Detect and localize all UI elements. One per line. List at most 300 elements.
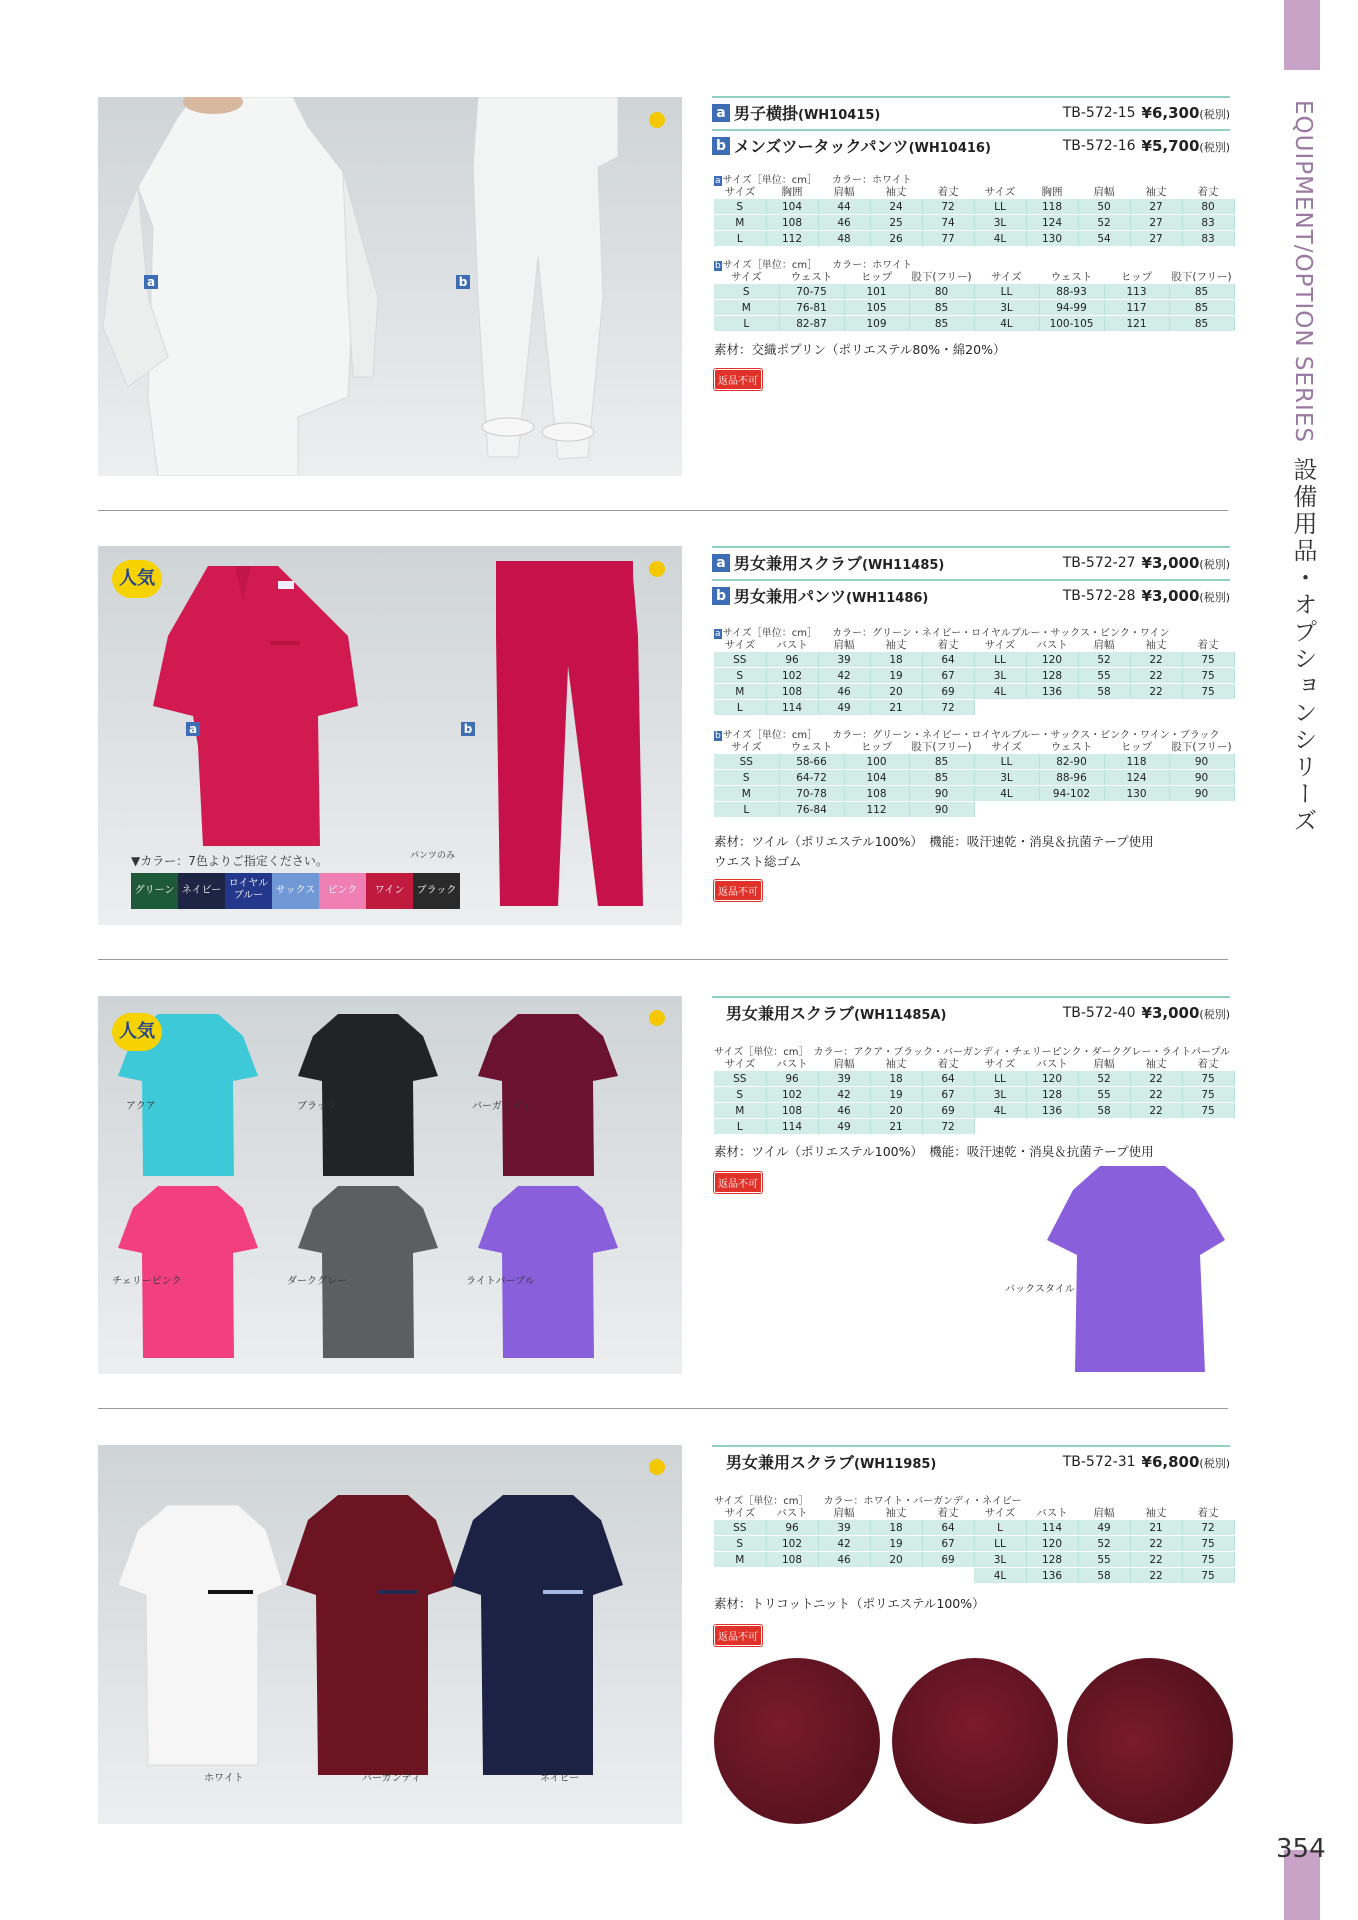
new-item-dot <box>649 561 665 577</box>
table-cell: 46 <box>818 1552 870 1568</box>
table-cell: 75 <box>1182 1552 1234 1568</box>
table-cell <box>974 802 1039 818</box>
table-cell: SS <box>714 1071 766 1087</box>
table-cell: 58 <box>1078 684 1130 700</box>
product-code: (WH11485A) <box>854 1008 947 1023</box>
tb-number: TB-572-15 <box>1062 104 1136 121</box>
table-cell <box>1039 802 1104 818</box>
column-header: バスト <box>1036 639 1068 651</box>
table-cell: 70-75 <box>779 284 844 300</box>
product-title <box>712 996 1230 1027</box>
detail-photo-pocket <box>714 1658 880 1824</box>
white-coat-illustration <box>98 97 682 476</box>
column-header: 着丈 <box>937 639 959 651</box>
price: ¥6,300 <box>1141 103 1200 122</box>
table-cell: 120 <box>1026 1071 1078 1087</box>
table-cell: 109 <box>844 316 909 332</box>
table-cell: 130 <box>1026 231 1078 247</box>
column-header: 股下(フリー) <box>911 741 972 753</box>
table-cell: 19 <box>870 1536 922 1552</box>
table-row <box>714 316 1234 332</box>
table-cell: 69 <box>922 684 974 700</box>
table-cell: 114 <box>1026 1520 1078 1536</box>
table-cell: 105 <box>844 300 909 316</box>
table-cell: 75 <box>1182 1568 1234 1584</box>
price: ¥5,700 <box>1141 136 1200 155</box>
series-title-japanese: 設備用品・オプションシリーズ <box>1289 456 1317 835</box>
series-title-english: EQUIPMENT/OPTION SERIES <box>1290 100 1316 443</box>
size-info-b: b サイズ［単位：cm］ カラー：グリーン・ネイビー・ロイヤルブルー・サックス・ピンク・ワイン・ブラック <box>715 730 1220 741</box>
table-cell: 18 <box>870 1071 922 1087</box>
table-row <box>714 215 1234 231</box>
size-table-b <box>714 739 1235 818</box>
table-row <box>714 652 1234 668</box>
material-text-2: ウエスト総ゴム <box>714 854 802 869</box>
material-text: 素材：ツイル（ポリエステル100%） 機能：吸汗速乾・消臭＆抗菌テープ使用 <box>714 834 1154 849</box>
table-cell: 22 <box>1130 652 1182 668</box>
popular-badge: 人気 <box>112 560 162 598</box>
tb-number: TB-572-31 <box>1062 1453 1136 1470</box>
table-cell: 100-105 <box>1039 316 1104 332</box>
table-cell <box>766 1568 818 1584</box>
table-cell: 21 <box>870 700 922 716</box>
table-row <box>714 300 1234 316</box>
tax-note: (税別) <box>1199 140 1230 154</box>
product-photo-wh11485a <box>98 996 682 1374</box>
column-header: 肩幅 <box>1093 1058 1115 1070</box>
table-cell: 19 <box>870 668 922 684</box>
table-cell: 88-96 <box>1039 770 1104 786</box>
column-header: バスト <box>776 639 808 651</box>
table-header-row <box>714 739 1234 754</box>
table-cell: 27 <box>1130 231 1182 247</box>
table-cell: 46 <box>818 684 870 700</box>
table-cell: 90 <box>909 786 974 802</box>
table-cell: 70-78 <box>779 786 844 802</box>
size-info-b: b サイズ［単位：cm］ カラー：ホワイト <box>715 260 912 271</box>
tb-number: TB-572-28 <box>1062 587 1136 604</box>
column-header: 袖丈 <box>1145 186 1167 198</box>
price: ¥6,800 <box>1141 1452 1200 1471</box>
table-cell: 44 <box>818 199 870 215</box>
table-cell: 90 <box>1169 786 1234 802</box>
table-row <box>714 1103 1234 1119</box>
table-cell: 21 <box>1130 1520 1182 1536</box>
table-cell: 58-66 <box>779 754 844 770</box>
column-header: 股下(フリー) <box>911 271 972 283</box>
table-cell: 27 <box>1130 215 1182 231</box>
table-cell: 64 <box>922 652 974 668</box>
table-cell: 75 <box>1182 684 1234 700</box>
table-cell: L <box>714 1119 766 1135</box>
pants-only-note: パンツのみ <box>410 851 456 861</box>
table-cell: S <box>714 1087 766 1103</box>
table-cell: 113 <box>1104 284 1169 300</box>
table-cell: 52 <box>1078 1536 1130 1552</box>
size-info: サイズ［単位：cm］ カラー：ホワイト・バーガンディ・ネイビー <box>714 1496 1022 1507</box>
table-cell: 64 <box>922 1520 974 1536</box>
table-cell: 102 <box>766 1536 818 1552</box>
column-header: ウェスト <box>790 271 833 283</box>
product-name: メンズツータックパンツ <box>734 137 909 156</box>
table-cell: 4L <box>974 231 1026 247</box>
table-cell: 20 <box>870 684 922 700</box>
table-cell: 96 <box>766 1071 818 1087</box>
table-cell: 55 <box>1078 668 1130 684</box>
table-cell: 128 <box>1026 668 1078 684</box>
table-cell: L <box>714 700 766 716</box>
table-cell: 104 <box>844 770 909 786</box>
table-cell: 4L <box>974 1568 1026 1584</box>
table-cell <box>1182 700 1234 716</box>
product-name: 男女兼用スクラブ <box>726 1453 855 1472</box>
tag-b-icon: b <box>712 587 730 605</box>
table-cell: 85 <box>1169 300 1234 316</box>
table-row <box>714 1087 1234 1103</box>
table-cell: 3L <box>974 668 1026 684</box>
material-text: 素材：トリコットニット（ポリエステル100%） <box>714 1596 985 1611</box>
column-header: 袖丈 <box>885 1058 907 1070</box>
product-name: 男女兼用スクラブ <box>726 1004 855 1023</box>
detail-photo-snap <box>892 1658 1058 1824</box>
table-cell: 3L <box>974 1552 1026 1568</box>
table-cell: 4L <box>974 786 1039 802</box>
table-cell: L <box>714 316 779 332</box>
table-cell: 96 <box>766 652 818 668</box>
table-row <box>714 700 1234 716</box>
table-cell: 72 <box>922 199 974 215</box>
column-header: 着丈 <box>1197 186 1219 198</box>
table-cell: 100 <box>844 754 909 770</box>
column-header: 着丈 <box>937 186 959 198</box>
table-row <box>714 1520 1234 1536</box>
tax-note: (税別) <box>1199 1007 1230 1021</box>
size-table <box>714 1056 1235 1135</box>
column-header: サイズ <box>724 1058 756 1070</box>
table-cell: L <box>974 1520 1026 1536</box>
color-caption-burgundy: バーガンディ <box>362 1773 421 1784</box>
table-cell: 114 <box>766 1119 818 1135</box>
product-code: (WH11985) <box>854 1457 937 1472</box>
tax-note: (税別) <box>1199 590 1230 604</box>
table-cell: 108 <box>766 1103 818 1119</box>
table-cell <box>974 700 1026 716</box>
product-title-a <box>712 546 1230 577</box>
product-code: (WH10416) <box>908 141 991 156</box>
product-tag-b: b <box>461 722 475 736</box>
table-cell: 74 <box>922 215 974 231</box>
table-cell: 48 <box>818 231 870 247</box>
table-cell: 90 <box>1169 770 1234 786</box>
product-title-b <box>712 579 1230 610</box>
column-header: バスト <box>776 1507 808 1519</box>
table-cell: 21 <box>870 1119 922 1135</box>
table-cell: 58 <box>1078 1568 1130 1584</box>
table-header-row <box>714 1505 1234 1520</box>
table-cell: 130 <box>1104 786 1169 802</box>
table-cell: LL <box>974 284 1039 300</box>
table-cell: 124 <box>1026 215 1078 231</box>
table-cell: 136 <box>1026 684 1078 700</box>
table-cell: 94-99 <box>1039 300 1104 316</box>
table-cell: M <box>714 1552 766 1568</box>
size-info-a: a サイズ［単位：cm］ カラー：グリーン・ネイビー・ロイヤルブルー・サックス・ピンク・ワイン <box>715 628 1170 639</box>
table-cell: 108 <box>766 1552 818 1568</box>
three-color-scrubs-illustration <box>98 1445 682 1824</box>
column-header: サイズ <box>984 639 1016 651</box>
table-cell: 19 <box>870 1087 922 1103</box>
table-cell <box>714 1568 766 1584</box>
product-code: (WH11486) <box>846 591 929 606</box>
table-cell: SS <box>714 652 766 668</box>
table-cell: 22 <box>1130 1568 1182 1584</box>
table-cell: 85 <box>909 300 974 316</box>
column-header: 袖丈 <box>885 186 907 198</box>
table-cell: 22 <box>1130 1103 1182 1119</box>
table-row <box>714 754 1234 770</box>
table-cell: 76-81 <box>779 300 844 316</box>
table-cell: LL <box>974 754 1039 770</box>
table-cell: 22 <box>1130 1536 1182 1552</box>
tb-number: TB-572-16 <box>1062 137 1136 154</box>
size-table <box>714 1505 1235 1584</box>
table-row <box>714 199 1234 215</box>
table-cell: 112 <box>844 802 909 818</box>
table-cell: 108 <box>766 684 818 700</box>
product-tag-a: a <box>186 722 200 736</box>
color-caption-light-purple: ライトパープル <box>466 1276 535 1287</box>
column-header: ウェスト <box>790 741 833 753</box>
six-color-scrubs-illustration <box>98 996 682 1374</box>
product-name: 男女兼用スクラブ <box>734 554 863 573</box>
table-cell: 102 <box>766 1087 818 1103</box>
table-cell: M <box>714 300 779 316</box>
table-cell: 75 <box>1182 668 1234 684</box>
color-note: ▼カラー：7色よりご指定ください。 <box>131 854 328 868</box>
no-return-badge: 返品不可 <box>714 880 762 901</box>
column-header: サイズ <box>984 1507 1016 1519</box>
table-cell: LL <box>974 1071 1026 1087</box>
size-table-a <box>714 184 1235 247</box>
price: ¥3,000 <box>1141 553 1200 572</box>
product-name: 男子横掛 <box>734 104 799 123</box>
table-cell: 18 <box>870 652 922 668</box>
table-row <box>714 1568 1234 1584</box>
color-swatch: ネイビー <box>178 873 225 909</box>
column-header: 袖丈 <box>1145 639 1167 651</box>
table-header-row <box>714 269 1234 284</box>
column-header: バスト <box>1036 1507 1068 1519</box>
product-title-b <box>712 129 1230 160</box>
column-header: 着丈 <box>1197 639 1219 651</box>
table-cell: 117 <box>1104 300 1169 316</box>
column-header: 股下(フリー) <box>1171 741 1232 753</box>
table-cell <box>1130 1119 1182 1135</box>
color-caption-navy: ネイビー <box>540 1773 580 1784</box>
table-cell <box>1130 700 1182 716</box>
price: ¥3,000 <box>1141 1003 1200 1022</box>
price: ¥3,000 <box>1141 586 1200 605</box>
column-header: サイズ <box>984 186 1016 198</box>
table-cell: L <box>714 231 766 247</box>
table-cell: 20 <box>870 1103 922 1119</box>
table-cell: 120 <box>1026 1536 1078 1552</box>
table-cell: 77 <box>922 231 974 247</box>
table-cell: 90 <box>1169 754 1234 770</box>
table-cell: LL <box>974 199 1026 215</box>
table-cell: S <box>714 1536 766 1552</box>
table-cell: 26 <box>870 231 922 247</box>
table-cell: 121 <box>1104 316 1169 332</box>
table-cell: 25 <box>870 215 922 231</box>
table-cell: SS <box>714 754 779 770</box>
table-cell: S <box>714 284 779 300</box>
table-cell <box>974 1119 1026 1135</box>
product-tag-a: a <box>144 275 158 289</box>
column-header: 肩幅 <box>833 186 855 198</box>
table-cell: 80 <box>1182 199 1234 215</box>
table-cell: 72 <box>1182 1520 1234 1536</box>
table-cell: 55 <box>1078 1552 1130 1568</box>
table-cell: 118 <box>1104 754 1169 770</box>
column-header: バスト <box>776 1058 808 1070</box>
table-row <box>714 684 1234 700</box>
table-cell: 54 <box>1078 231 1130 247</box>
column-header: ヒップ <box>860 271 893 283</box>
size-info-a: a サイズ［単位：cm］ カラー：ホワイト <box>715 175 912 186</box>
product-name: 男女兼用パンツ <box>734 587 847 606</box>
color-swatch: ブラック <box>413 873 460 909</box>
table-cell: 96 <box>766 1520 818 1536</box>
table-cell: 85 <box>909 316 974 332</box>
size-table-b <box>714 269 1235 332</box>
table-cell: LL <box>974 652 1026 668</box>
series-title <box>1285 100 1321 835</box>
product-title <box>712 1445 1230 1476</box>
table-cell <box>1078 1119 1130 1135</box>
table-cell: 52 <box>1078 1071 1130 1087</box>
product-code: (WH10415) <box>798 108 881 123</box>
column-header: ヒップ <box>1120 741 1153 753</box>
no-return-badge: 返品不可 <box>714 369 762 390</box>
table-cell: 49 <box>818 700 870 716</box>
section-divider <box>98 959 1228 960</box>
table-cell: 24 <box>870 199 922 215</box>
table-cell: 124 <box>1104 770 1169 786</box>
table-row <box>714 231 1234 247</box>
column-header: 肩幅 <box>1093 1507 1115 1519</box>
table-cell: 22 <box>1130 684 1182 700</box>
new-item-dot <box>649 112 665 128</box>
table-cell <box>1078 700 1130 716</box>
table-cell: 108 <box>844 786 909 802</box>
table-cell: 85 <box>909 754 974 770</box>
color-caption-dark-gray: ダークグレー <box>287 1276 347 1287</box>
table-cell: 69 <box>922 1552 974 1568</box>
table-cell: 85 <box>909 770 974 786</box>
table-row <box>714 284 1234 300</box>
table-cell: 128 <box>1026 1552 1078 1568</box>
table-cell: 39 <box>818 1071 870 1087</box>
column-header: ヒップ <box>860 741 893 753</box>
table-row <box>714 668 1234 684</box>
table-cell: 67 <box>922 1536 974 1552</box>
table-cell: 101 <box>844 284 909 300</box>
column-header: 着丈 <box>937 1058 959 1070</box>
table-cell: 52 <box>1078 652 1130 668</box>
table-cell: 75 <box>1182 1103 1234 1119</box>
color-caption-burgundy: バーガンディ <box>472 1101 531 1112</box>
table-row <box>714 1071 1234 1087</box>
table-cell <box>818 1568 870 1584</box>
table-cell <box>1104 802 1169 818</box>
column-header: 股下(フリー) <box>1171 271 1232 283</box>
table-cell: L <box>714 802 779 818</box>
material-text: 素材：交織ポプリン（ポリエステル80%・綿20%） <box>714 342 1006 357</box>
column-header: 胸囲 <box>1041 186 1063 198</box>
table-cell: 72 <box>922 1119 974 1135</box>
table-cell: 20 <box>870 1552 922 1568</box>
column-header: 袖丈 <box>885 639 907 651</box>
table-cell: 22 <box>1130 1552 1182 1568</box>
table-cell: 82-87 <box>779 316 844 332</box>
table-cell: 104 <box>766 199 818 215</box>
column-header: サイズ <box>991 271 1022 283</box>
table-cell: 27 <box>1130 199 1182 215</box>
table-cell: 3L <box>974 300 1039 316</box>
table-cell <box>922 1568 974 1584</box>
table-cell: 4L <box>974 1103 1026 1119</box>
tag-a-icon: a <box>712 554 730 572</box>
table-cell: 4L <box>974 316 1039 332</box>
column-header: 肩幅 <box>833 639 855 651</box>
table-cell: 75 <box>1182 1071 1234 1087</box>
table-row <box>714 786 1234 802</box>
column-header: サイズ <box>724 186 756 198</box>
table-cell: 83 <box>1182 215 1234 231</box>
table-cell: 3L <box>974 770 1039 786</box>
table-cell <box>1182 1119 1234 1135</box>
table-cell <box>1026 1119 1078 1135</box>
table-cell: 136 <box>1026 1568 1078 1584</box>
table-cell: 90 <box>909 802 974 818</box>
table-header-row <box>714 184 1234 199</box>
table-cell: 52 <box>1078 215 1130 231</box>
tb-number: TB-572-40 <box>1062 1004 1136 1021</box>
table-header-row <box>714 1056 1234 1071</box>
table-cell: S <box>714 199 766 215</box>
tag-b-icon: b <box>712 137 730 155</box>
detail-photo-sleeve <box>1067 1658 1233 1824</box>
table-cell: 3L <box>974 1087 1026 1103</box>
column-header: 肩幅 <box>833 1058 855 1070</box>
column-header: サイズ <box>724 639 756 651</box>
column-header: バスト <box>1036 1058 1068 1070</box>
table-cell: 58 <box>1078 1103 1130 1119</box>
table-cell: M <box>714 684 766 700</box>
product-title-a <box>712 96 1230 127</box>
color-swatch: グリーン <box>131 873 178 909</box>
table-cell: 42 <box>818 1087 870 1103</box>
column-header: サイズ <box>731 271 762 283</box>
product-photo-wh10415 <box>98 97 682 476</box>
table-cell: LL <box>974 1536 1026 1552</box>
table-cell: S <box>714 668 766 684</box>
column-header: ウェスト <box>1050 271 1093 283</box>
table-cell: 67 <box>922 668 974 684</box>
table-cell: M <box>714 786 779 802</box>
column-header: ウェスト <box>1050 741 1093 753</box>
